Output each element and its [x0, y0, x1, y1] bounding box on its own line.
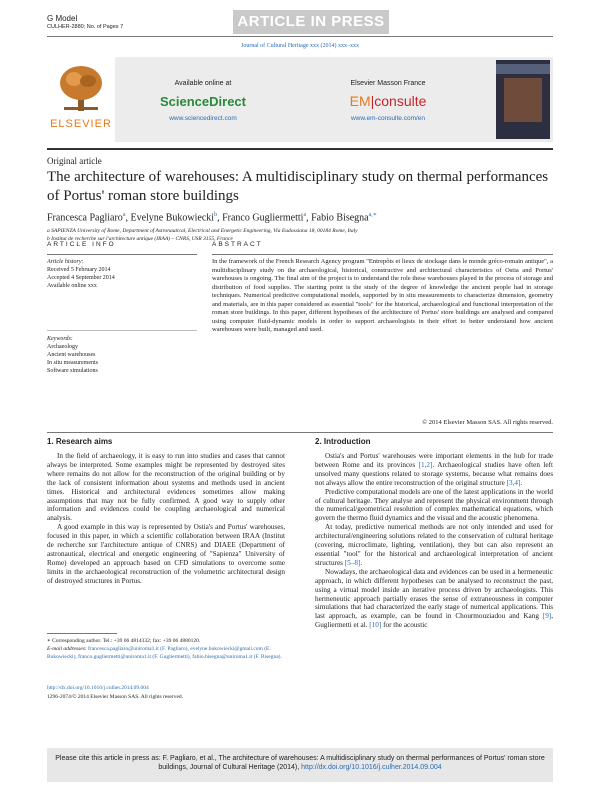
- history-item: Accepted 4 September 2014: [47, 275, 115, 281]
- keyword: In situ measurements: [47, 360, 98, 366]
- section-heading-research-aims: 1. Research aims: [47, 437, 113, 446]
- abstract-text: In the framework of the French Research Agency program "Entrepôts et lieux de stockage dans le monde gréco-romain antique", a multidisciplinary study on the archaeological, historical, constructive and architectural characteristics of Ostia and Portus' warehouses is ongoing. The final aim of the project is to understand the role these warehouses played in the process of storage and distribution of food supplies. The starting point is the study of the degree of knowledge the ancient people had in storage techniques. Numerical predictive computational models, supported by in situ measurements to characterize dimension, geometry and materials, are in this paper considered as essential "tools" for the historical, archaeological and functional interpretation of the roman store buildings. In this paper, different hypotheses of the architecture of Portus' store buildings are analysed and compared using computer fluid-dynamic models in order to support archaeologists in their effort to better understand how ancient warehouses were built, managed and used.: [212, 258, 553, 333]
- text-run: At today, predictive numerical methods are not only intended and used for architectural/engineering solutions related to the conservation of cultural heritage (covering, microclimate, lighting, ventilation), they but can also represent an essential "tool" for the historical and archaeological interpretation of ancient structures: [315, 523, 553, 567]
- em-logo-part: EM: [349, 93, 371, 109]
- history-label: Article history:: [47, 259, 84, 265]
- right-column-text: [315, 452, 553, 630]
- em-consulte-caption: Elsevier Masson France: [350, 80, 426, 87]
- author-affiliation-mark: b: [214, 212, 218, 218]
- text-run: , Gugliermetti et al.: [315, 612, 553, 630]
- elsevier-tree-icon: [58, 63, 104, 113]
- manuscript-code: CULHER-2880; No. of Pages 7: [47, 24, 124, 30]
- text-run: Nowadays, the archaeological data and evidences can be used in a hermeneutic approach, in which different hypotheses can be analysed to reconstruct the past, using a virtual model inside an iterative process driven by archaeologists. This hermeneutic approach partially erases the sense of extraneousness in computer simulations that had characterized the early stage of numerical applications. This last approach, as example, can be found in Chourmouziadou and Kang: [315, 567, 553, 621]
- author-affiliation-mark: a,∗: [368, 212, 377, 218]
- citation-link[interactable]: [9]: [542, 612, 552, 621]
- citation-text: Please cite this article in press as: F. Pagliaro, et al., The architecture of warehouses: A multidisciplinary study on thermal performances of Portus' roman store buildings, Journal of Cultural Heritage (2014),: [55, 755, 545, 771]
- cover-artwork: [504, 78, 542, 122]
- citation-box: [47, 748, 553, 782]
- keyword: Software simulations: [47, 368, 98, 374]
- cover-title-band: [496, 64, 550, 74]
- footnote-rule: [47, 633, 117, 634]
- citation-link[interactable]: [3,4]: [506, 478, 521, 487]
- article-title: The architecture of warehouses: A multidisciplinary study on thermal performances of Portus' roman store buildings: [47, 169, 549, 204]
- keywords: [47, 335, 197, 375]
- elsevier-wordmark: ELSEVIER: [50, 118, 112, 130]
- author-affiliation-mark: a: [122, 212, 126, 218]
- citation-link[interactable]: [5–8]: [344, 558, 361, 567]
- author-name[interactable]: Francesca Pagliaro: [47, 212, 123, 224]
- text-run: Ostia's and Portus' warehouses were important elements in the hub for trade between Rome and its provinces: [315, 452, 553, 469]
- abstract-heading: ABSTRACT: [212, 241, 263, 248]
- header-rule: [47, 148, 553, 150]
- em-consulte-logo[interactable]: [295, 93, 481, 109]
- g-model-label: G Model: [47, 14, 78, 23]
- paragraph: At today, predictive numerical methods are not only intended and used for architectural/engineering solutions related to the conservation of cultural heritage (covering, microclimate, lighting, ventilation), they but can also represent an essential "tool" for the historical and archaeological interpretation of ancient structures [5–8].: [315, 523, 553, 567]
- article-info-heading: ARTICLE INFO: [47, 241, 116, 248]
- article-info-rule: [47, 254, 197, 255]
- citation-link[interactable]: [10]: [369, 621, 382, 630]
- author-name[interactable]: Fabio Bisegna: [311, 212, 369, 224]
- abstract-rule: [212, 254, 553, 255]
- paragraph: Predictive computational models are one of the latest applications in the world of cultural heritage. They analyse and represent the physical environment through the numerical/geometrical resolution of complex mathematical equations, which govern the thermo fluid dynamics and the visual and the acoustic phenomena.: [315, 487, 553, 523]
- paragraph: A good example in this way is represented by Ostia's and Portus' warehouses, focused in this paper, in which a scientific collaboration between IRAA (Institut de recherche sur l'architecture antique of CNRS) and DIAEE (Department of astronautical, electrical and energetic engineering of "Sapienza" University of Rome) developed an approach based on CFD simulations to overcome some limits in the archaeological reconstruction of the volumetric architectural design of destroyed structures in Portus.: [47, 523, 285, 585]
- consulte-logo-part: |consulte: [370, 93, 427, 109]
- paragraph: In the field of archaeology, it is easy to run into studies and cases that cannot always be interpreted. Some examples might be represented by destroyed sites where remains do not allow for the reconstruction of the original building or by the lack of consistent information about systems and methods used in ancient times. Historical and architectural evidences sometimes allow making assumptions that may not be fully confirmed. A good way to supply other information and evidences could be coupling archaeological and numerical analysis.: [47, 452, 285, 523]
- keyword: Ancient warehouses: [47, 352, 96, 358]
- section-heading-introduction: 2. Introduction: [315, 437, 371, 446]
- text-run: . Archaeological studies have often left unsolved many questions related to storage systems, because what remains does not always allow the entire reconstruction of the original structure: [315, 460, 553, 487]
- issn-line: 1296-2074/© 2014 Elsevier Masson SAS. All rights reserved.: [47, 694, 184, 700]
- section-rule: [47, 432, 553, 433]
- history-item: Available online xxx: [47, 283, 97, 289]
- paragraph: Ostia's and Portus' warehouses were important elements in the hub for trade between Rome and its provinces [1,2]. Archaeological studies have often left unsolved many questions related to storage systems, because what remains does not always allow the entire reconstruction of the original structure [3,4].: [315, 452, 553, 487]
- author-name[interactable]: Franco Gugliermetti: [222, 212, 304, 224]
- sciencedirect-logo[interactable]: ScienceDirect: [160, 94, 246, 109]
- journal-reference-link[interactable]: Journal of Cultural Heritage xxx (2014) xxx–xxx: [241, 43, 359, 49]
- footnote: [47, 637, 285, 661]
- article-history: [47, 258, 197, 290]
- affiliation: a SAPIENZA University of Rome, Department of Astronautical, Electrical and Energetic Engineering, Via Eudossiana 18, 00184 Rome, Italy: [47, 228, 358, 234]
- article-type: Original article: [47, 156, 102, 166]
- paragraph: [315, 568, 553, 630]
- history-item: Received 5 February 2014: [47, 267, 111, 273]
- keywords-rule: [47, 330, 197, 331]
- sciencedirect-url[interactable]: www.sciencedirect.com: [169, 115, 237, 122]
- author-list: Francesca Pagliaro$^a$, Evelyne Bukowiecki$^b$, Franco Gugliermetti$^a$, Fabio Bisegna$^{a,∗}$: [47, 212, 377, 224]
- em-consulte-block: [295, 60, 481, 122]
- article-in-press-banner: ARTICLE IN PRESS: [233, 10, 389, 34]
- keyword: Archaeology: [47, 344, 78, 350]
- affiliation: b Institut de recherche sur l'architecture antique (IRAA) – CNRS, USR 3155, France: [47, 236, 233, 242]
- citation-link[interactable]: [1,2]: [418, 460, 433, 469]
- em-consulte-url[interactable]: www.em-consulte.com/en: [350, 115, 426, 122]
- email-addresses[interactable]: francesca.pagliaro@uniroma1.it (F. Pagliaro), evelyne.bukowiecki@gmail.com (E. Bukowiecki), franco.gugliermetti@uniroma1.it (F. Gugliermetti), fabio.bisegna@uniroma1.it (F. Bisegna).: [47, 646, 282, 660]
- sciencedirect-caption: Available online at: [174, 80, 232, 87]
- sciencedirect-block: [118, 60, 288, 122]
- abstract-copyright: © 2014 Elsevier Masson SAS. All rights reserved.: [422, 419, 553, 426]
- top-rule: [47, 36, 553, 37]
- email-label: E-mail addresses:: [47, 646, 87, 652]
- author-name[interactable]: Evelyne Bukowiecki: [130, 212, 215, 224]
- doi-link[interactable]: http://dx.doi.org/10.1016/j.culher.2014.09.004: [47, 685, 149, 691]
- corresponding-author-note: ∗ Corresponding author. Tel.: +39 06 4814332; fax: +39 06 4880120.: [47, 638, 201, 644]
- journal-cover-image[interactable]: [496, 60, 550, 139]
- text-run: for the acoustic: [381, 621, 428, 630]
- citation-doi-link[interactable]: http://dx.doi.org/10.1016/j.culher.2014.09.004: [301, 764, 442, 771]
- keywords-label: Keywords:: [47, 336, 73, 342]
- author-affiliation-mark: a: [303, 212, 307, 218]
- left-column-text: [47, 452, 285, 586]
